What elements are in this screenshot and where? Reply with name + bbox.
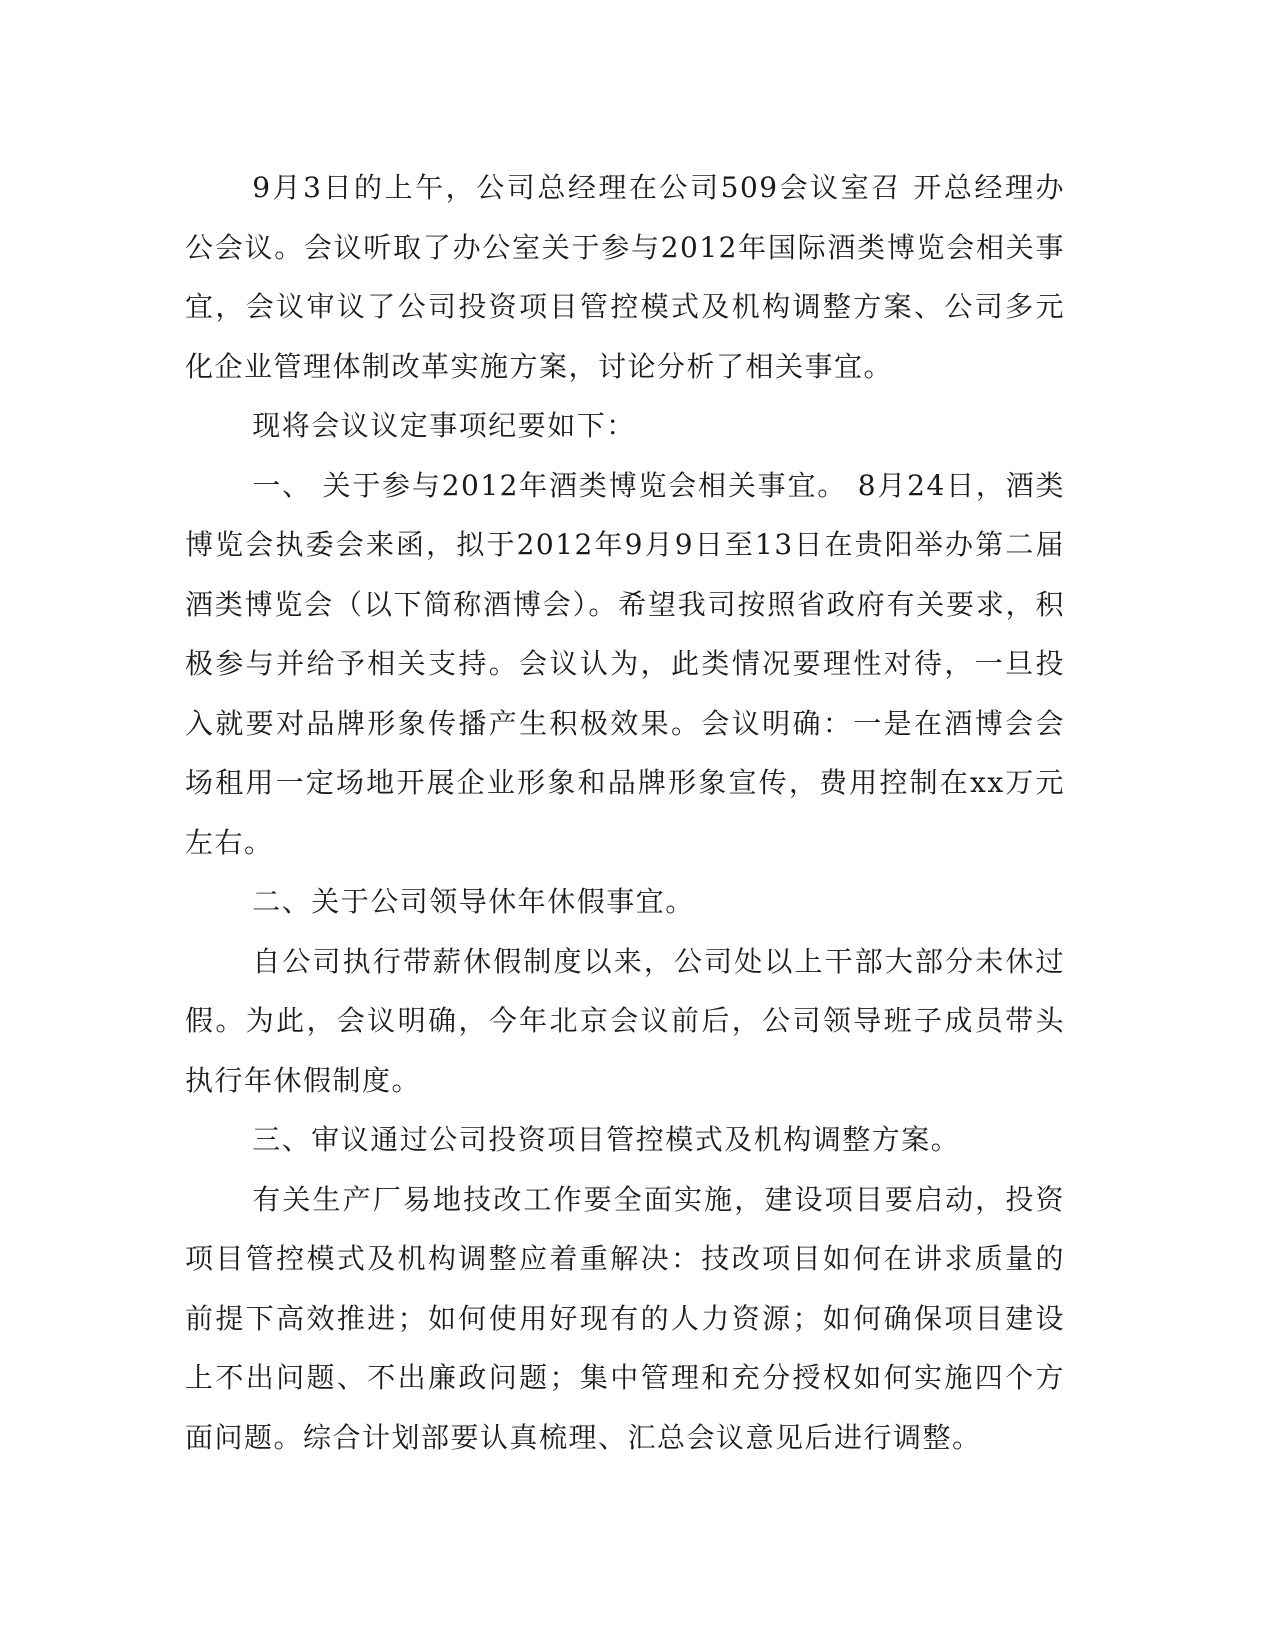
paragraph-summary-lead: 现将会议议定事项纪要如下： [252, 409, 636, 442]
paragraph-item-one: 一、 关于参与2012年酒类博览会相关事宜。 8月24日，酒类博览会执委会来函，拟于2012年9月9日至13日在贵阳举办第二届酒类博览会（以下简称酒博会）。希望我司按照省政府有关要求，积极参与并给予相关支持。会议认为，此类情况要理性对待，一旦投入就要对品牌形象传播产生积极效果。会议明确：一是在酒博会会场租用一定场地开展企业形象和品牌形象宣传，费用控制在xx万元左右。 [185, 468, 1065, 859]
paragraph-item-three-body: 有关生产厂易地技改工作要全面实施，建设项目要启动，投资项目管控模式及机构调整应着重解决：技改项目如何在讲求质量的前提下高效推进；如何使用好现有的人力资源；如何确保项目建设上不出问题、不出廉政问题；集中管理和充分授权如何实施四个方面问题。综合计划部要认真梳理、汇总会议意见后进行调整。 [185, 1182, 1065, 1454]
paragraph-item-two-heading: 二、关于公司领导休年休假事宜。 [252, 885, 695, 918]
paragraph-item-three-heading: 三、审议通过公司投资项目管控模式及机构调整方案。 [252, 1123, 961, 1156]
document-body [185, 158, 1065, 1467]
paragraph-item-two-body: 自公司执行带薪休假制度以来，公司处以上干部大部分未休过假。为此，会议明确，今年北京会议前后，公司领导班子成员带头执行年休假制度。 [185, 944, 1065, 1097]
paragraph-meeting-intro: 9月3日的上午，公司总经理在公司509会议室召 开总经理办公会议。会议听取了办公室关于参与2012年国际酒类博览会相关事宜，会议审议了公司投资项目管控模式及机构调整方案、公司多元化企业管理体制改革实施方案，讨论分析了相关事宜。 [185, 171, 1065, 383]
